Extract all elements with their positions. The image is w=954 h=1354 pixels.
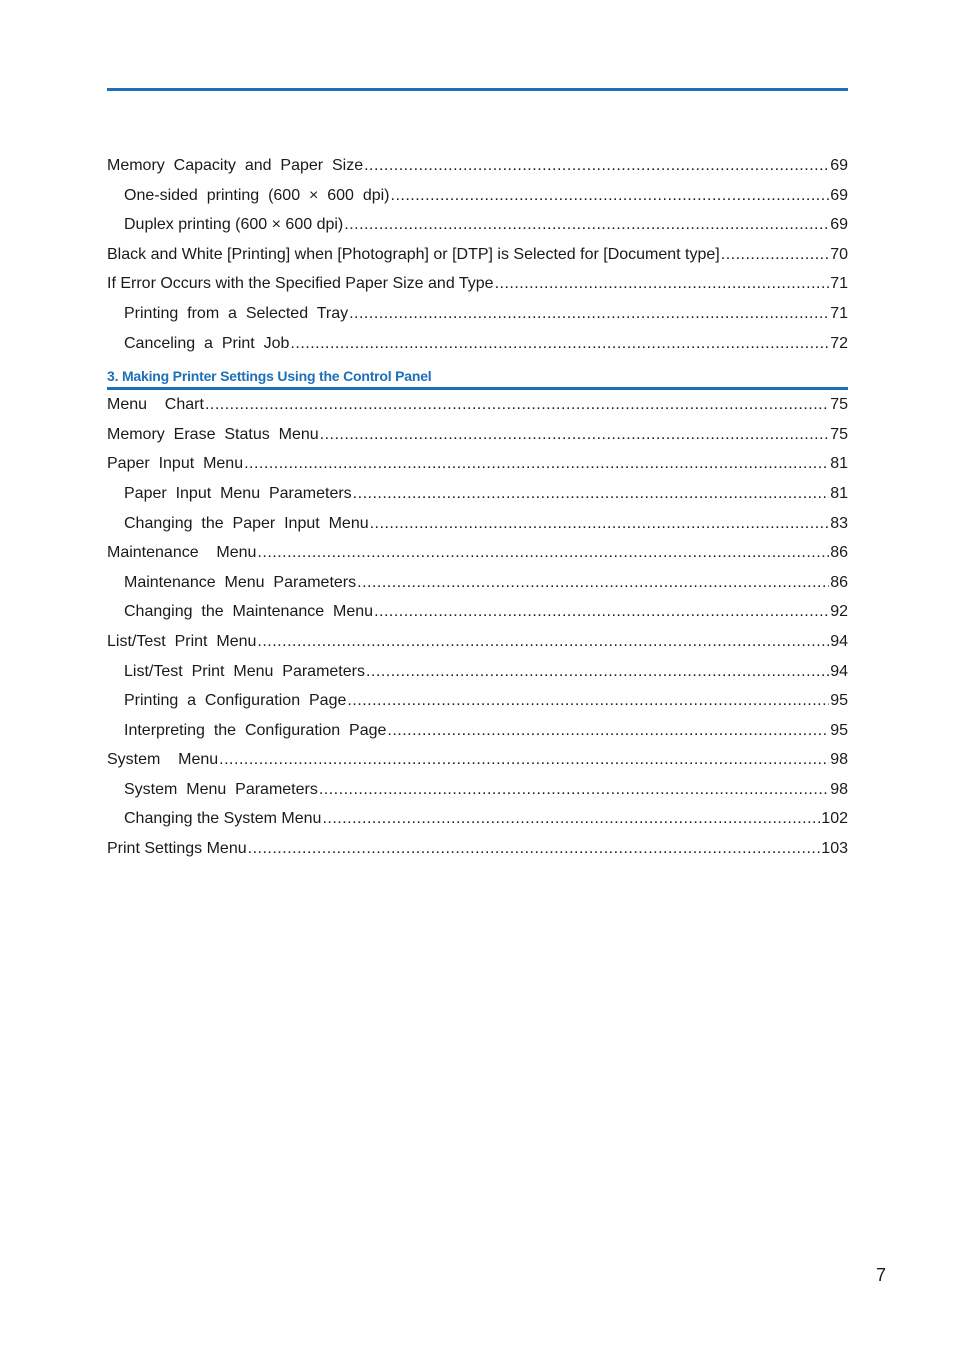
toc-entry-page[interactable]: 75 xyxy=(830,425,848,443)
toc-group-2 xyxy=(107,387,848,864)
toc-entry-page[interactable]: 71 xyxy=(830,304,848,322)
toc-entry-page[interactable]: 95 xyxy=(830,692,848,710)
dot-leader xyxy=(364,151,829,181)
toc-entry-page[interactable]: 83 xyxy=(830,514,848,532)
toc-entry[interactable] xyxy=(107,538,848,568)
toc-entry-page[interactable]: 69 xyxy=(830,186,848,204)
dot-leader xyxy=(347,686,829,716)
toc-entry-title[interactable]: Paper Input Menu xyxy=(107,455,244,473)
toc-entry-page[interactable]: 70 xyxy=(830,245,848,263)
chapter-title[interactable]: 3. Making Printer Settings Using the Control Panel xyxy=(107,368,432,385)
toc-entry-title[interactable]: List/Test Print Menu Parameters xyxy=(124,662,365,680)
toc-entry-title[interactable]: Maintenance Menu Parameters xyxy=(124,573,357,591)
dot-leader xyxy=(219,745,829,775)
header-rule xyxy=(107,88,848,91)
toc-entry[interactable] xyxy=(107,804,848,834)
dot-leader xyxy=(366,657,829,687)
toc-entry[interactable] xyxy=(107,745,848,775)
toc-entry[interactable] xyxy=(107,509,848,539)
toc-entry-page[interactable]: 81 xyxy=(830,455,848,473)
dot-leader xyxy=(257,538,829,568)
toc-entry-title[interactable]: Changing the Paper Input Menu xyxy=(124,514,369,532)
toc-entry-title[interactable]: Duplex printing (600 × 600 dpi) xyxy=(124,216,344,234)
toc-entry-page[interactable]: 92 xyxy=(830,603,848,621)
toc-entry[interactable] xyxy=(107,390,848,420)
dot-leader xyxy=(391,181,830,211)
toc-entry-page[interactable]: 94 xyxy=(830,632,848,650)
toc-entry-page[interactable]: 81 xyxy=(830,484,848,502)
toc-entry-page[interactable]: 69 xyxy=(830,216,848,234)
toc-entry-title[interactable]: Memory Capacity and Paper Size xyxy=(107,157,364,174)
toc-entry-title[interactable]: One-sided printing (600 × 600 dpi) xyxy=(124,186,390,204)
toc-entry-title[interactable]: Printing a Configuration Page xyxy=(124,692,347,710)
dot-leader xyxy=(344,210,829,240)
toc-entry[interactable] xyxy=(107,657,848,687)
dot-leader xyxy=(205,390,829,420)
toc-entry[interactable] xyxy=(107,775,848,805)
dot-leader xyxy=(387,716,829,746)
toc-entry-title[interactable]: Maintenance Menu xyxy=(107,544,257,562)
dot-leader xyxy=(322,804,820,834)
toc-entry-page[interactable]: 98 xyxy=(830,751,848,769)
chapter-rule xyxy=(107,387,848,390)
toc-entry-title[interactable]: List/Test Print Menu xyxy=(107,632,257,650)
toc-entry-title[interactable]: If Error Occurs with the Specified Paper Size and Type xyxy=(107,275,494,293)
toc-group-1 xyxy=(107,151,848,358)
dot-leader xyxy=(319,775,829,805)
toc-entry-title[interactable]: Paper Input Menu Parameters xyxy=(124,484,352,502)
toc-entry-page[interactable]: 75 xyxy=(830,396,848,414)
toc-entry[interactable] xyxy=(107,181,848,211)
dot-leader xyxy=(257,627,829,657)
toc-entry[interactable] xyxy=(107,716,848,746)
chapter-heading[interactable] xyxy=(107,358,848,387)
toc-entry[interactable] xyxy=(107,151,848,181)
toc-entry-page[interactable]: 71 xyxy=(830,275,848,293)
dot-leader xyxy=(374,597,829,627)
toc-entry-title[interactable]: Menu Chart xyxy=(107,396,204,414)
toc-entry-title[interactable]: System Menu xyxy=(107,751,219,769)
table-of-contents xyxy=(107,151,848,864)
dot-leader xyxy=(349,299,829,329)
toc-entry-title[interactable]: Interpreting the Configuration Page xyxy=(124,721,387,739)
toc-entry-title[interactable]: Printing from a Selected Tray xyxy=(124,304,349,322)
toc-entry-title[interactable]: Changing the Maintenance Menu xyxy=(124,603,374,621)
toc-entry[interactable] xyxy=(107,329,848,359)
toc-entry-page[interactable]: 98 xyxy=(830,780,848,798)
toc-entry-page[interactable]: 86 xyxy=(830,544,848,562)
dot-leader xyxy=(721,240,829,270)
toc-entry-page[interactable]: 95 xyxy=(830,721,848,739)
toc-entry[interactable] xyxy=(107,834,848,864)
toc-entry-page[interactable]: 69 xyxy=(830,157,848,174)
dot-leader xyxy=(370,509,830,539)
toc-entry-title[interactable]: Memory Erase Status Menu xyxy=(107,425,319,443)
toc-entry[interactable] xyxy=(107,449,848,479)
toc-entry[interactable] xyxy=(107,210,848,240)
dot-leader xyxy=(495,269,830,299)
toc-entry[interactable] xyxy=(107,568,848,598)
toc-entry-title[interactable]: Changing the System Menu xyxy=(124,810,322,828)
toc-entry[interactable] xyxy=(107,299,848,329)
toc-entry[interactable] xyxy=(107,479,848,509)
toc-entry[interactable] xyxy=(107,597,848,627)
toc-entry[interactable] xyxy=(107,240,848,270)
toc-entry[interactable] xyxy=(107,686,848,716)
dot-leader xyxy=(320,420,830,450)
page-number: 7 xyxy=(876,1265,887,1285)
toc-entry[interactable] xyxy=(107,627,848,657)
toc-entry-page[interactable]: 86 xyxy=(830,573,848,591)
toc-entry-page[interactable]: 102 xyxy=(821,810,848,828)
toc-entry-title[interactable]: Print Settings Menu xyxy=(107,840,247,858)
toc-entry-title[interactable]: Canceling a Print Job xyxy=(124,334,290,352)
dot-leader xyxy=(244,449,829,479)
toc-entry-title[interactable]: Black and White [Printing] when [Photograph] or [DTP] is Selected for [Document type] xyxy=(107,245,720,263)
toc-entry-page[interactable]: 72 xyxy=(830,334,848,352)
dot-leader xyxy=(353,479,830,509)
dot-leader xyxy=(290,329,829,359)
toc-entry-title[interactable]: System Menu Parameters xyxy=(124,780,318,798)
toc-entry[interactable] xyxy=(107,269,848,299)
toc-entry-page[interactable]: 94 xyxy=(830,662,848,680)
toc-entry[interactable] xyxy=(107,420,848,450)
dot-leader xyxy=(248,834,821,864)
toc-entry-page[interactable]: 103 xyxy=(821,840,848,858)
dot-leader xyxy=(357,568,829,598)
